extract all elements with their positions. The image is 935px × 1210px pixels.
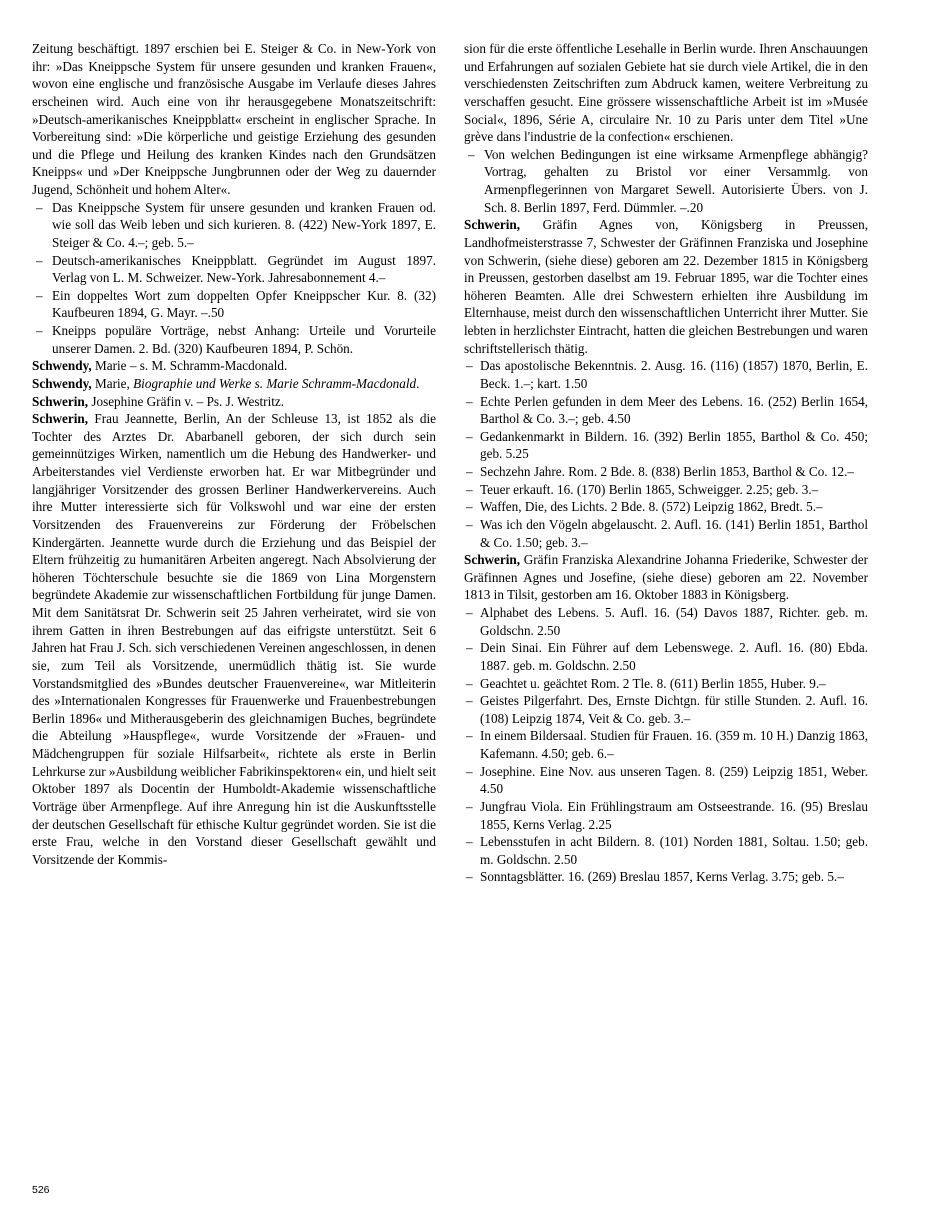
work-text: Das Kneippsche System für unsere gesunden und kranken Frauen od. wie soll das Weib leben und sich kurieren. 8. (422) New-York 1897, E. Steiger & Co. 4.–; geb. 5.– xyxy=(52,199,436,250)
work-text: Kneipps populäre Vorträge, nebst Anhang: Urteile und Vorurteile unserer Damen. 2. Bd. (320) Kaufbeuren 1894, P. Schön. xyxy=(52,323,436,356)
work-item xyxy=(32,252,436,287)
work-item xyxy=(32,287,436,322)
work-item xyxy=(464,516,868,551)
dash-bullet: – xyxy=(466,481,473,497)
work-item xyxy=(464,146,868,217)
work-item xyxy=(464,428,868,463)
work-text: Josephine. Eine Nov. aus unseren Tagen. 8. (259) Leipzig 1851, Weber. 4.50 xyxy=(480,763,868,797)
work-item xyxy=(464,463,868,481)
dash-bullet: – xyxy=(466,358,473,374)
dash-bullet: – xyxy=(466,393,473,409)
work-text: Sonntagsblätter. 16. (269) Breslau 1857, Kerns Verlag. 3.75; geb. 5.– xyxy=(480,869,844,885)
work-text: Gedankenmarkt in Bildern. 16. (392) Berlin 1855, Barthol & Co. 450; geb. 5.25 xyxy=(480,428,868,462)
work-text: Ein doppeltes Wort zum doppelten Opfer Kneippscher Kur. 8. (32) Kaufbeuren 1894, G. Mayr. –.50 xyxy=(52,287,436,321)
work-item xyxy=(464,639,868,674)
dash-bullet: – xyxy=(466,869,473,885)
dash-bullet: – xyxy=(466,834,473,850)
left-column xyxy=(32,40,436,868)
work-text: In einem Bildersaal. Studien für Frauen. 16. (359 m. 10 H.) Danzig 1863, Kafemann. 4.50; geb. 6.– xyxy=(480,728,868,761)
entry-headword: Schwendy, xyxy=(32,358,92,374)
entry-text: Josephine Gräfin v. – Ps. J. Westritz. xyxy=(88,393,285,409)
dash-bullet: – xyxy=(36,252,43,268)
dash-bullet: – xyxy=(466,798,473,814)
two-column-layout xyxy=(32,40,903,886)
dash-bullet: – xyxy=(466,464,473,479)
dictionary-entry xyxy=(464,216,868,357)
entry-text: Gräfin Franziska Alexandrine Johanna Friederike, Schwester der Gräfinnen Agnes und Josefine, (siehe diese) geboren am 22. November 1813 in Tilsit, gestorben am 16. Oktober 1883 in Königsberg. xyxy=(464,552,868,603)
work-text: Sechzehn Jahre. Rom. 2 Bde. 8. (838) Berlin 1853, Barthol & Co. 12.– xyxy=(480,464,854,479)
dash-bullet: – xyxy=(466,675,473,691)
work-text: Was ich den Vögeln abgelauscht. 2. Aufl. 16. (141) Berlin 1851, Barthol & Co. 1.50; geb. 3.– xyxy=(480,516,868,550)
dash-bullet: – xyxy=(466,428,473,444)
entry-headword: Schwerin, xyxy=(32,411,89,427)
work-item xyxy=(464,727,868,762)
work-text: Teuer erkauft. 16. (170) Berlin 1865, Schweigger. 2.25; geb. 3.– xyxy=(480,481,819,497)
entry-headword: Schwerin, xyxy=(32,393,89,409)
work-text: Jungfrau Viola. Ein Frühlingstraum am Ostseestrande. 16. (95) Breslau 1855, Kerns Verlag. 2.25 xyxy=(480,798,868,832)
dash-bullet: – xyxy=(466,640,473,656)
paragraph-continuation: sion für die erste öffentliche Lesehalle in Berlin wurde. Ihren Anschauungen und Erfahrungen auf sozialen Gebiete hat sie durch viele Artikel, die in den verschiedensten Zeitschriften zum Abdruck kamen, weitere Verbreitung zu verschaffen gesucht. Eine grössere wissenschaftliche Arbeit ist im »Musée Social«, 1896, Série A, circulaire Nr. 10 zu Paris unter dem Titel »Une grève dans l'industrie de la confection« erschienen. xyxy=(464,41,868,145)
work-text: Das apostolische Bekenntnis. 2. Ausg. 16. (116) (1857) 1870, Berlin, E. Beck. 1.–; kart. 1.50 xyxy=(480,358,868,391)
work-item xyxy=(32,322,436,357)
work-text: Waffen, Die, des Lichts. 2 Bde. 8. (572) Leipzig 1862, Bredt. 5.– xyxy=(480,499,823,515)
work-text: Alphabet des Lebens. 5. Aufl. 16. (54) Davos 1887, Richter. geb. m. Goldschn. 2.50 xyxy=(480,605,868,638)
work-text: Echte Perlen gefunden in dem Meer des Lebens. 16. (252) Berlin 1654, Barthol & Co. 3.–; geb. 4.50 xyxy=(480,393,868,427)
dictionary-entry xyxy=(32,375,436,393)
dash-bullet: – xyxy=(466,693,473,709)
dictionary-entry xyxy=(32,393,436,411)
entry-text: Marie – s. M. Schramm-Macdonald. xyxy=(91,358,288,374)
work-item xyxy=(464,498,868,516)
entry-headword: Schwerin, xyxy=(464,217,521,233)
work-text: Geachtet u. geächtet Rom. 2 Tle. 8. (611) Berlin 1855, Huber. 9.– xyxy=(480,675,826,691)
right-column xyxy=(464,40,868,886)
paragraph-continuation: Zeitung beschäftigt. 1897 erschien bei E. Steiger & Co. in New-York von ihr: »Das Kneippsche System für unsere gesunden und kranken Frauen«, wovon eine englische und französische Ausgabe im Verlaufe dieses Jahres erscheinen wird. Auch eine von ihr herausgegebene Monatszeitschrift: »Deutsch-amerikanisches Kneippblatt« erscheint in englischer Sprache. In Vorbereitung sind: »Die körperliche und geistige Erziehung des gesunden und die Pflege und Heilung des kranken Kindes nach den Grundsätzen Kneipps« und »Der Kneippsche Jungbrunnen oder der Weg zu dauernder Jugend, Schönheit und hohem Alter«. xyxy=(32,41,436,197)
work-text: Von welchen Bedingungen ist eine wirksame Armenpflege abhängig? Vortrag, gehalten zu Bristol vor einer Versammlg. von Armenpflegerinnen von Margaret Sewell. Autorisierte Übers. von J. Sch. 8. Berlin 1897, Ferd. Dümmler. –.20 xyxy=(484,146,868,215)
work-item xyxy=(464,357,868,392)
dictionary-entry xyxy=(32,410,436,868)
entry-headword: Schwendy, xyxy=(32,375,92,391)
work-item xyxy=(464,481,868,499)
dash-bullet: – xyxy=(466,516,473,532)
dash-bullet: – xyxy=(36,199,43,215)
page-number: 526 xyxy=(32,1184,50,1196)
work-item xyxy=(464,833,868,868)
work-text: Geistes Pilgerfahrt. Des, Ernste Dichtgn. für stille Stunden. 2. Aufl. 16. (108) Leipzig 1874, Veit & Co. geb. 3.– xyxy=(480,693,868,726)
dictionary-entry xyxy=(464,551,868,604)
dash-bullet: – xyxy=(466,499,473,515)
dash-bullet: – xyxy=(468,146,475,162)
entry-cross-reference: Biographie und Werke s. Marie Schramm-Macdonald xyxy=(133,375,417,391)
dash-bullet: – xyxy=(36,323,43,338)
work-item xyxy=(464,692,868,727)
work-item xyxy=(464,393,868,428)
work-text: Dein Sinai. Ein Führer auf dem Lebenswege. 2. Aufl. 16. (80) Ebda. 1887. geb. m. Goldschn. 2.50 xyxy=(480,640,868,673)
entry-text: Marie, xyxy=(91,375,134,391)
entry-text-end: . xyxy=(416,375,420,391)
work-text: Lebensstufen in acht Bildern. 8. (101) Norden 1881, Soltau. 1.50; geb. m. Goldschn. 2.50 xyxy=(480,834,868,867)
work-item xyxy=(464,798,868,833)
dash-bullet: – xyxy=(36,287,43,303)
work-item xyxy=(464,868,868,886)
work-item xyxy=(32,199,436,252)
entry-text: Gräfin Agnes von, Königsberg in Preussen, Landhofmeisterstrasse 7, Schwester der Gräfinnen Franziska und Josephine von Schwerin, (siehe diese) geboren am 22. Dezember 1815 in Königsberg in Preussen, gestorben daselbst am 19. Februar 1895, war die Tochter eines höheren Beamten. Alle drei Schwestern erhielten ihre Ausbildung im Elternhause, meist durch den wissenschaftlichen Unterricht ihrer Mutter. Sie lebten in herzlichster Eintracht, hatten die gleichen Bestrebungen und waren schriftstellerisch thätig. xyxy=(464,217,868,356)
work-item xyxy=(464,763,868,798)
dash-bullet: – xyxy=(466,763,473,779)
entry-headword: Schwerin, xyxy=(464,552,521,568)
work-item xyxy=(464,675,868,693)
dash-bullet: – xyxy=(466,728,473,744)
dictionary-entry xyxy=(32,357,436,375)
entry-text: Frau Jeannette, Berlin, An der Schleuse 13, ist 1852 als die Tochter des Arztes Dr. Abarbanell geboren, der sich durch sein gemeinnütziges Wirken, namentlich um die Hebung des Handwerker- und Arbeiterstandes viel Verdienste erworben hat. Er war Mitbegründer und langjähriger Vorsitzender des grossen Berliner Handwerkervereins. Auch ihre Mutter interessierte sich für Volkswohl und war eine der ersten Vorsitzenden des Frauenvereins zur Förderung der Fröbelschen Kindergärten. Jeannette wurde durch die Erziehung und das Beispiel der Eltern frühzeitig zu humanitären Arbeiten angeregt. Nach Absolvierung der höheren Töchterschule besuchte sie die 1869 von Lina Morgenstern begründete Akademie zur wissenschaftlichen Fortbildung für junge Damen. Mit dem Sanitätsrat Dr. Schwerin seit 25 Jahren verheiratet, wird sie von ihrem Gatten in ihren Bestrebungen auf das eifrigste unterstützt. Seit 6 Jahren hat Frau J. Sch. sich verschiedenen Vereinen angeschlossen, in denen sie, zum Teil als Vorsitzende, unermüdlich thätig ist. Sie wurde Vorstandsmitglied des »Bundes deutscher Frauenvereine«, war Mitleiterin des »Internationalen Kongresses für Frauenwerke und Frauenbestrebungen Berlin 1896« und Mitherausgeberin des gleichnamigen Buches, begründete die Abteilung »Hauspflege«, wurde Vorsitzende der »Frauen- und Mädchengruppen für soziale Hilfsarbeit«, richtete als erste in Berlin Lehrkurse zur »Ausbildung weiblicher Fabrikinspektoren« ein, und hielt seit Oktober 1897 als Docentin der Humboldt-Akademie wissenschaftliche Vorträge über Armenpflege. Auf ihre Anregung hin ist die Auskunftsstelle der deutschen Gesellschaft für ethische Kultur gegründet worden. Sie ist die erste Frau, welche in den Vorstand dieser Gesellschaft gewählt und Vorsitzende der Kommis- xyxy=(32,411,436,867)
work-item xyxy=(464,604,868,639)
dash-bullet: – xyxy=(466,605,473,620)
work-text: Deutsch-amerikanisches Kneippblatt. Gegründet im August 1897. Verlag von L. M. Schweizer. New-York. Jahresabonnement 4.– xyxy=(52,252,436,286)
